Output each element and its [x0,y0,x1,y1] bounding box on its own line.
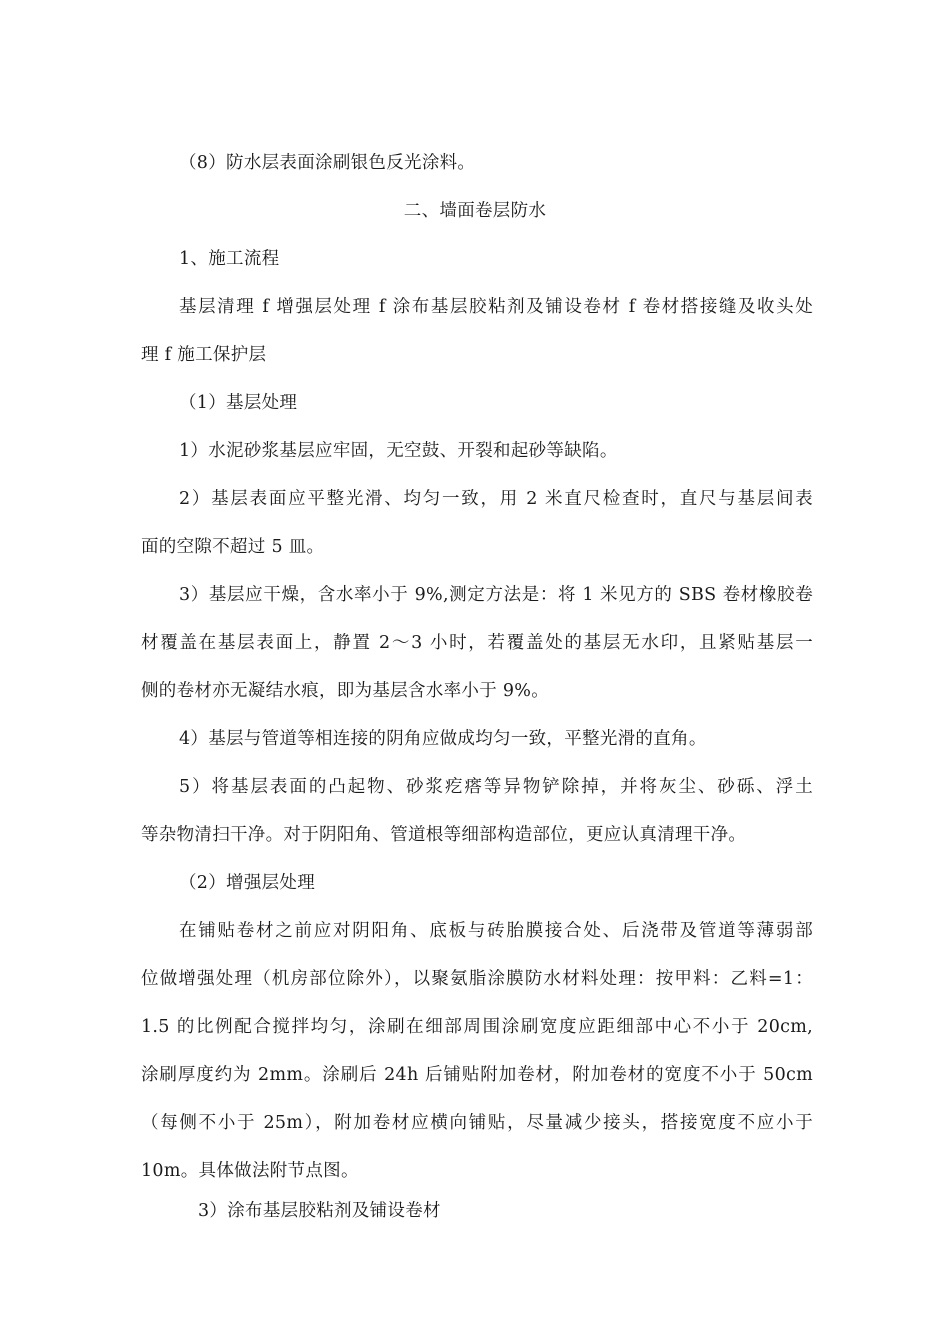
subheading-construction-process: 1、施工流程 [179,249,280,269]
reinforcement-line-6: 10m。具体做法附节点图。 [141,1161,359,1181]
process-flow-line-2: 理 f 施工保护层 [141,345,267,365]
item-8-reflective-coating: （8）防水层表面涂刷银色反光涂料。 [179,153,476,173]
subheading-reinforcement-layer: （2）增强层处理 [179,873,316,893]
subheading-adhesive-and-membrane: 3）涂布基层胶粘剂及铺设卷材 [198,1201,441,1221]
base-item-1: 1）水泥砂浆基层应牢固，无空鼓、开裂和起砂等缺陷。 [179,441,618,461]
process-flow-line-1: 基层清理 f 增强层处理 f 涂布基层胶粘剂及铺设卷材 f 卷材搭接缝及收头处 [179,297,813,317]
base-item-4: 4）基层与管道等相连接的阴角应做成均匀一致，平整光滑的直角。 [179,729,707,749]
reinforcement-line-3: 1.5 的比例配合搅拌均匀，涂刷在细部周围涂刷宽度应距细部中心不小于 20cm, [141,1017,813,1037]
base-item-5-line-2: 等杂物清扫干净。对于阴阳角、管道根等细部构造部位，更应认真清理干净。 [141,825,747,845]
base-item-2-line-2: 面的空隙不超过 5 皿。 [141,537,325,557]
reinforcement-line-2: 位做增强处理（机房部位除外），以聚氨脂涂膜防水材料处理：按甲料：乙料=1： [141,969,813,989]
reinforcement-line-4: 涂刷厚度约为 2mm。涂刷后 24h 后铺贴附加卷材，附加卷材的宽度不小于 50cm [141,1065,813,1085]
base-item-3-line-3: 侧的卷材亦无凝结水痕，即为基层含水率小于 9%。 [141,681,550,701]
subheading-base-treatment: （1）基层处理 [179,393,298,413]
base-item-3-line-2: 材覆盖在基层表面上，静置 2〜3 小时，若覆盖处的基层无水印，且紧贴基层一 [141,633,813,653]
base-item-5-line-1: 5）将基层表面的凸起物、砂浆疙瘩等异物铲除掉，并将灰尘、砂砾、浮土 [179,777,813,797]
reinforcement-line-1: 在铺贴卷材之前应对阴阳角、底板与砖胎膜接合处、后浇带及管道等薄弱部 [179,921,813,941]
base-item-2-line-1: 2）基层表面应平整光滑、均匀一致，用 2 米直尺检查时，直尺与基层间表 [179,489,813,509]
base-item-3-line-1: 3）基层应干燥，含水率小于 9%,测定方法是：将 1 米见方的 SBS 卷材橡胶卷 [179,585,813,605]
section-heading-wall-waterproofing: 二、墙面卷层防水 [403,201,547,221]
reinforcement-line-5: （每侧不小于 25m），附加卷材应横向铺贴，尽量减少接头，搭接宽度不应小于 [141,1113,813,1133]
